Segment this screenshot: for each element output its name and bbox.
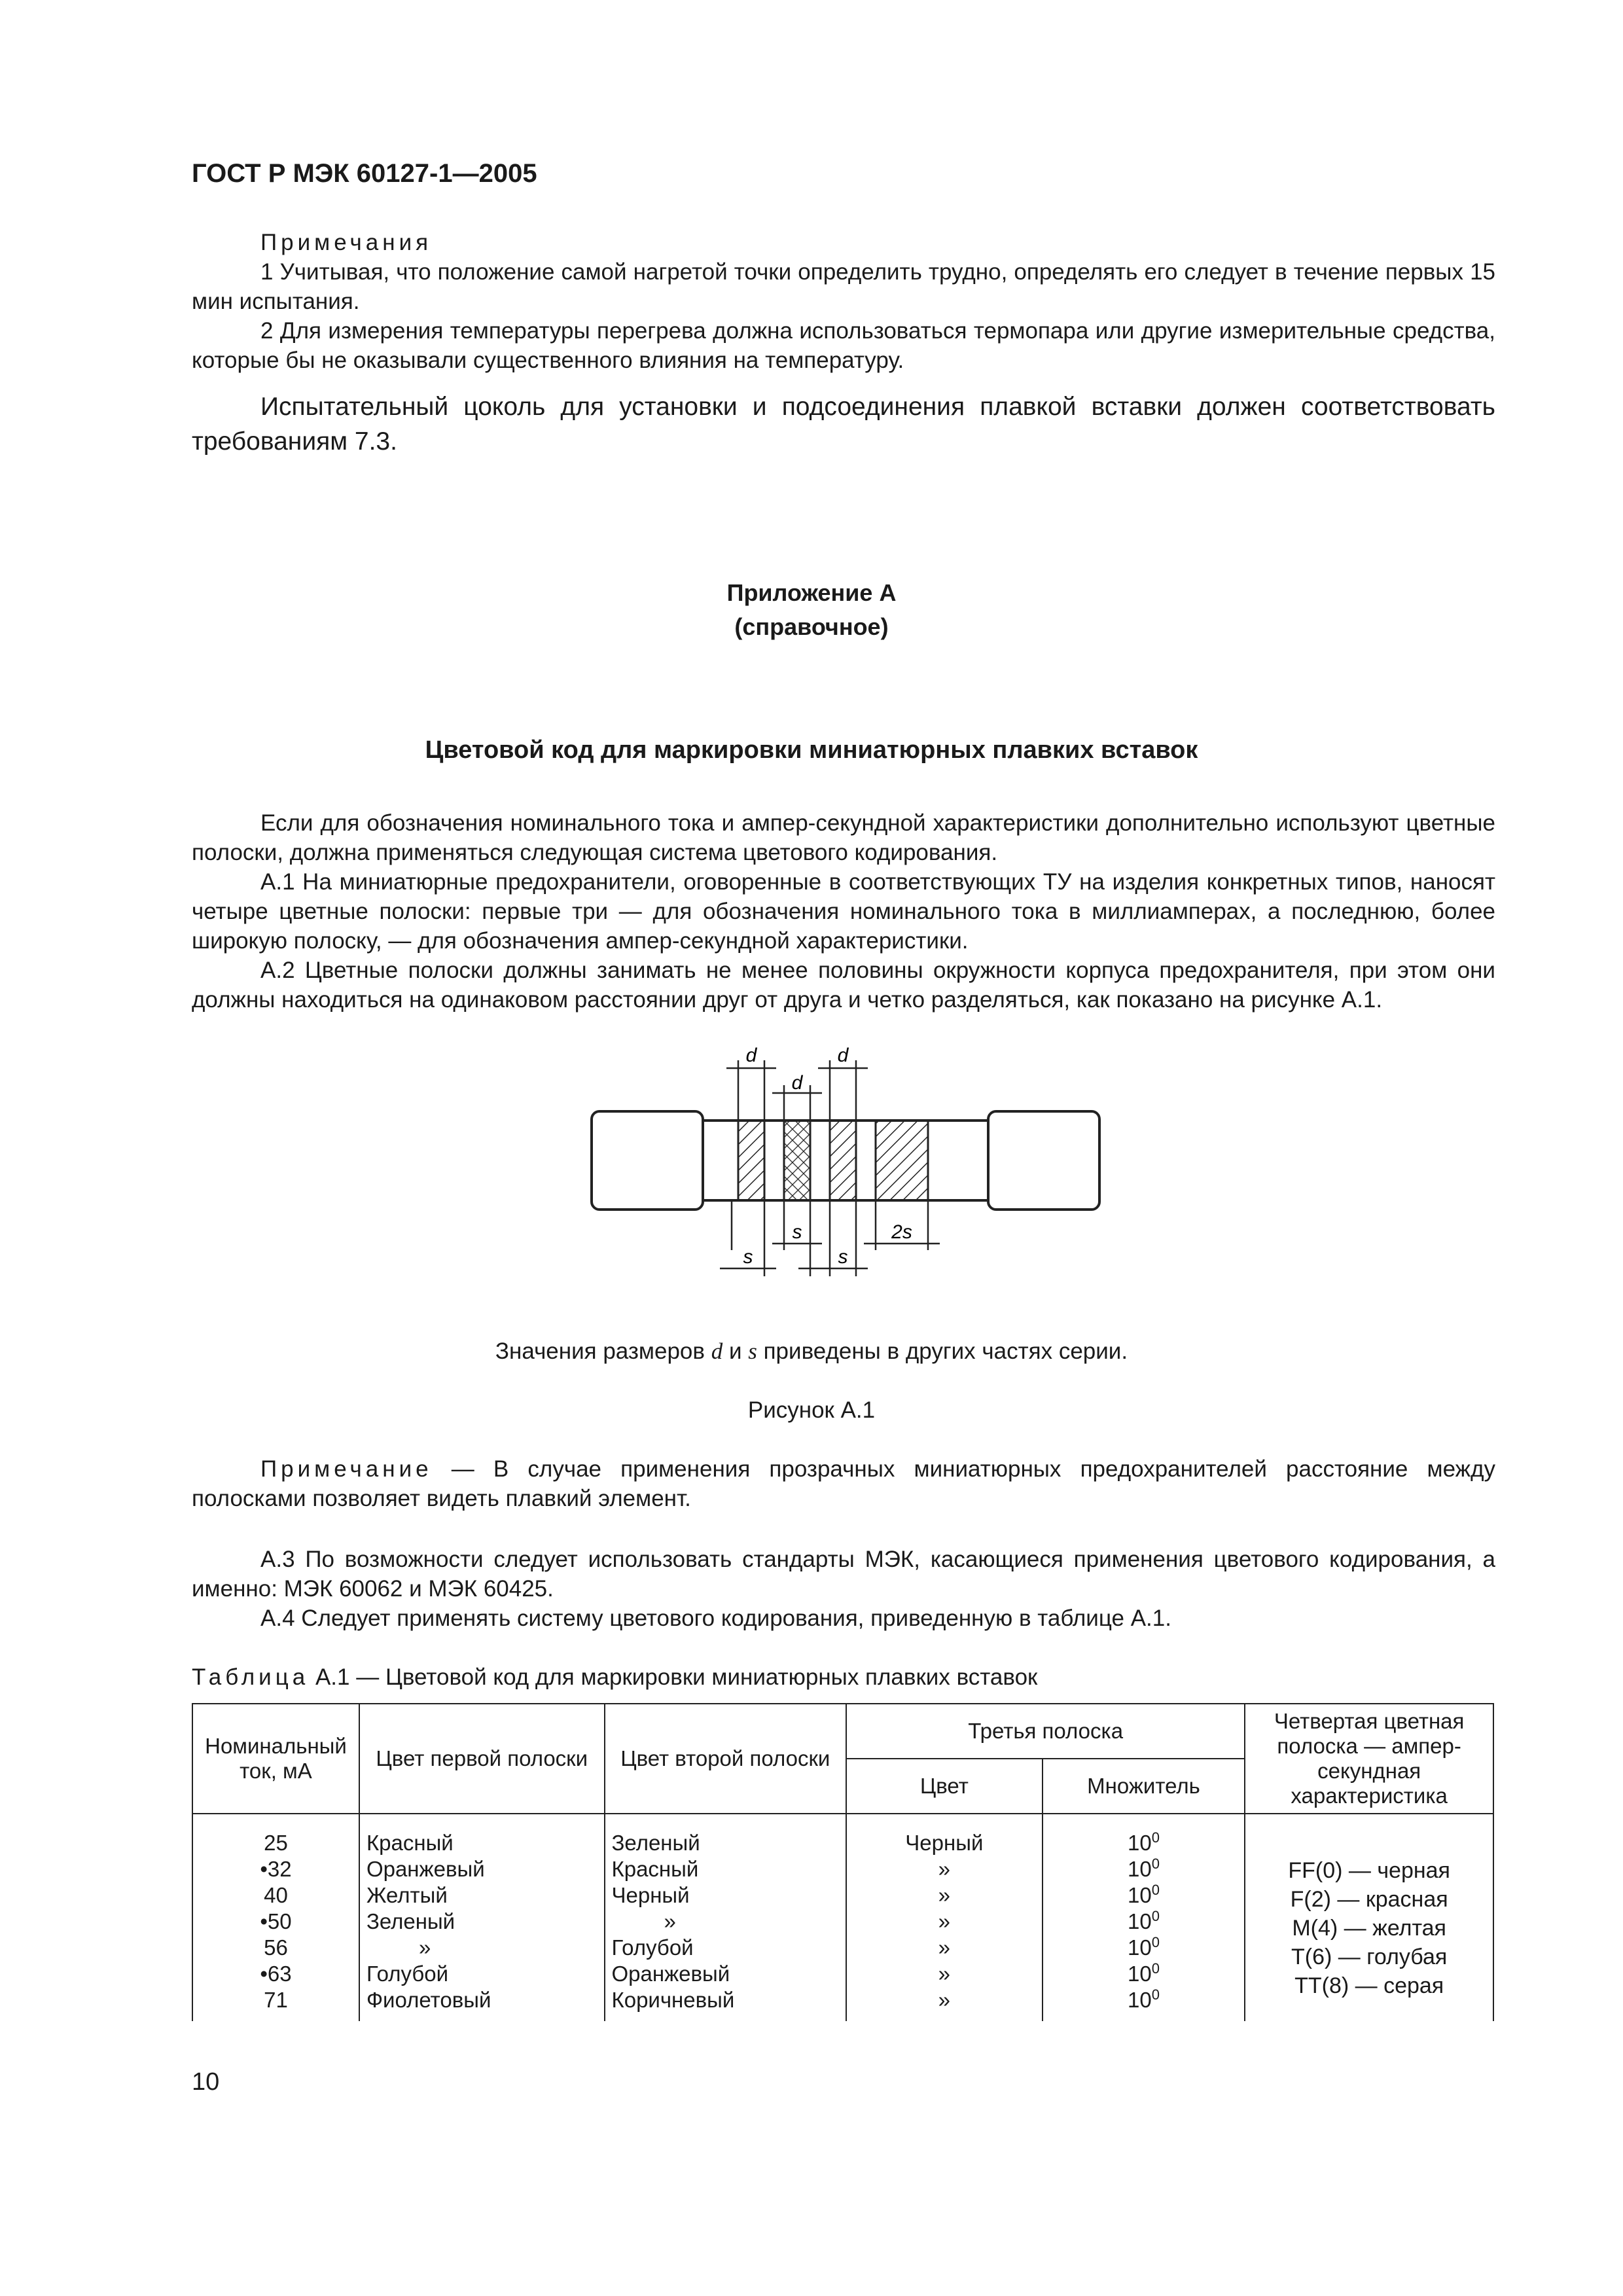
clause-a3: А.3 По возможности следует использовать стандарты МЭК, касающиеся применения цветового кодирования, а именно: МЭК 60062 и МЭК 60425. (192, 1547, 1495, 1602)
table-row (192, 1814, 1493, 1856)
note-after-figure (192, 1454, 1495, 1513)
cell-multiplier: $10^0$ (1043, 1909, 1245, 1935)
caption-and: и (728, 1338, 742, 1364)
fuse-right-cap (988, 1111, 1099, 1210)
cell-first: Оранжевый (359, 1856, 605, 1882)
fourth-value: FF(0) — черная (1288, 1858, 1450, 1883)
label-s-1: s (792, 1221, 802, 1243)
label-d-3: d (837, 1045, 849, 1066)
label-s-3: s (838, 1246, 848, 1268)
header-fourth-band: Четвертая цветная полоска — ампер-секундная характеристика (1245, 1704, 1493, 1814)
cell-second: Зеленый (605, 1814, 847, 1856)
fourth-value: T(6) — голубая (1291, 1945, 1448, 1969)
cell-current: •63 (192, 1961, 359, 1987)
clause-a2: А.2 Цветные полоски должны занимать не менее половины окружности корпуса предохранителя, при этом они должны находиться на одинаковом расстоянии друг от друга и четко разделяться, как показано на рисунке А.1. (192, 958, 1495, 1013)
fourth-value: M(4) — желтая (1292, 1916, 1446, 1941)
header-third-multiplier: Множитель (1043, 1759, 1245, 1814)
caption-post: приведены в других частях серии. (763, 1338, 1128, 1364)
cell-first: Голубой (359, 1961, 605, 1987)
note-2: 2 Для измерения температуры перегрева должна использоваться термопара или другие измерительные средства, которые бы не оказывали существенного влияния на температуру. (192, 318, 1495, 373)
note-label: Примечание (260, 1456, 433, 1482)
cell-first: Желтый (359, 1882, 605, 1909)
cell-multiplier: $10^0$ (1043, 1987, 1245, 2021)
figure-caption (0, 1338, 1623, 1365)
cell-first: » (359, 1935, 605, 1961)
cell-color: » (846, 1935, 1043, 1961)
cell-second: Оранжевый (605, 1961, 847, 1987)
cell-color: » (846, 1909, 1043, 1935)
cell-color: Черный (846, 1814, 1043, 1856)
cell-current: 71 (192, 1987, 359, 2021)
body-paragraph: Испытательный цоколь для установки и подсоединения плавкой вставки должен соответствовать требованиям 7.3. (192, 393, 1495, 456)
header-third-color: Цвет (846, 1759, 1043, 1814)
figure-title: Рисунок А.1 (747, 1397, 876, 1423)
table-caption-label: Таблица (192, 1664, 310, 1690)
header-current: Номинальный ток, мА (192, 1704, 359, 1814)
cell-second: Красный (605, 1856, 847, 1882)
table-caption (192, 1662, 1495, 1692)
caption-s: s (748, 1338, 757, 1364)
appendix-heading: Цветовой код для маркировки миниатюрных плавких вставок (425, 736, 1198, 764)
note-text: — В случае применения прозрачных миниатюрных предохранителей расстояние между полосками позволяет видеть плавкий элемент. (192, 1456, 1495, 1511)
cell-multiplier: $10^0$ (1043, 1935, 1245, 1961)
cell-second: Коричневый (605, 1987, 847, 2021)
cell-color: » (846, 1961, 1043, 1987)
band-1 (738, 1121, 764, 1200)
cell-fourth-band-values (1245, 1814, 1493, 2021)
appendix-subtitle: (справочное) (734, 613, 889, 640)
clause-a4: А.4 Следует применять систему цветового кодирования, приведенную в таблице А.1. (260, 1605, 1171, 1631)
table-caption-text: А.1 — Цветовой код для маркировки миниатюрных плавких вставок (309, 1664, 1038, 1690)
cell-second: » (605, 1909, 847, 1935)
cell-first: Фиолетовый (359, 1987, 605, 2021)
page-number: 10 (192, 2068, 220, 2096)
fourth-value: TT(8) — серая (1294, 1973, 1444, 1998)
note-1: 1 Учитывая, что положение самой нагретой точки определить трудно, определять его следует в течение первых 15 мин испытания. (192, 259, 1495, 314)
appendix-title: Приложение А (726, 579, 897, 606)
cell-multiplier: $10^0$ (1043, 1961, 1245, 1987)
fuse-left-cap (592, 1111, 703, 1210)
fourth-value: F(2) — красная (1290, 1887, 1448, 1912)
label-s-2: s (743, 1246, 753, 1268)
cell-current: 56 (192, 1935, 359, 1961)
cell-first: Зеленый (359, 1909, 605, 1935)
figure-fuse-diagram (576, 1034, 1113, 1309)
cell-multiplier: $10^0$ (1043, 1882, 1245, 1909)
cell-color: » (846, 1856, 1043, 1882)
cell-color: » (846, 1882, 1043, 1909)
label-d-1: d (745, 1045, 757, 1066)
caption-pre: Значения размеров (495, 1338, 705, 1364)
band-3 (830, 1121, 856, 1200)
cell-current: 40 (192, 1882, 359, 1909)
cell-second: Голубой (605, 1935, 847, 1961)
cell-first: Красный (359, 1814, 605, 1856)
band-4 (876, 1121, 928, 1200)
cell-multiplier: $10^0$ (1043, 1814, 1245, 1856)
cell-second: Черный (605, 1882, 847, 1909)
color-code-table (192, 1703, 1494, 2021)
cell-current: 25 (192, 1814, 359, 1856)
cell-current: •32 (192, 1856, 359, 1882)
notes-heading: Примечания (260, 230, 433, 255)
label-2s: 2s (891, 1221, 912, 1243)
clause-a1: А.1 На миниатюрные предохранители, оговоренные в соответствующих ТУ на изделия конкретных типов, наносят четыре цветные полоски: первые три — для обозначения номинального тока в миллиамперах, а последнюю, более широкую полоску, — для обозначения ампер-секундной характеристики. (192, 869, 1495, 954)
band-2 (784, 1121, 810, 1200)
intro-paragraph: Если для обозначения номинального тока и ампер-секундной характеристики дополнительно используют цветные полоски, должна применяться следующая система цветового кодирования. (192, 810, 1495, 865)
caption-d: d (711, 1338, 723, 1364)
header-second-band: Цвет второй полоски (605, 1704, 847, 1814)
document-id: ГОСТ Р МЭК 60127-1—2005 (192, 159, 537, 188)
cell-multiplier: $10^0$ (1043, 1856, 1245, 1882)
cell-current: •50 (192, 1909, 359, 1935)
label-d-2: d (791, 1072, 803, 1094)
header-third-band: Третья полоска (846, 1704, 1245, 1759)
header-first-band: Цвет первой полоски (359, 1704, 605, 1814)
cell-color: » (846, 1987, 1043, 2021)
